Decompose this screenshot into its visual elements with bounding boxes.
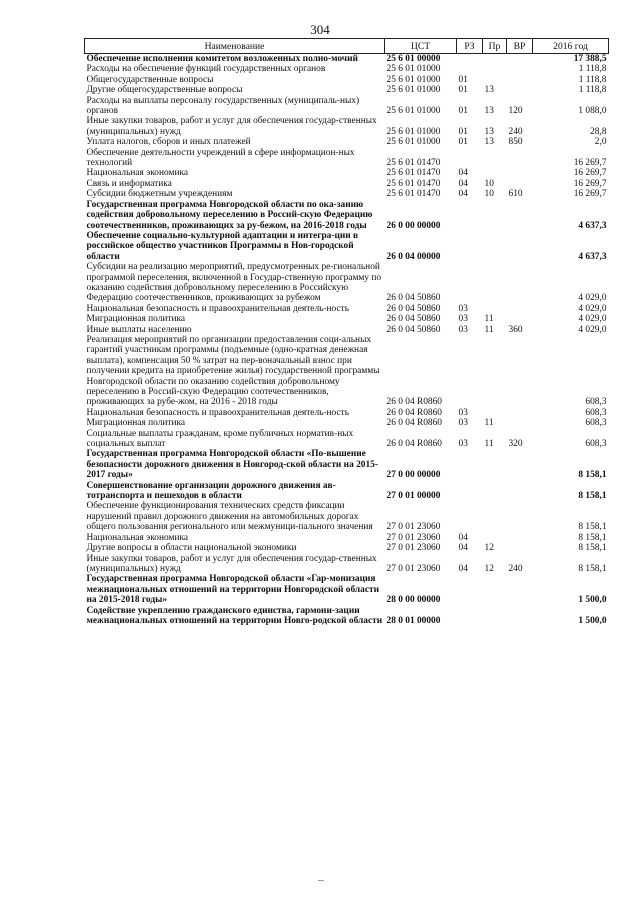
row-amount: 608,3	[585, 397, 607, 408]
table-row	[85, 148, 609, 169]
row-vr	[507, 449, 533, 480]
table-row	[85, 262, 609, 304]
row-amount: 8 158,1	[578, 470, 607, 481]
row-cst: 26 0 04 R0860	[386, 439, 442, 450]
row-cst: 25 6 01 01470	[386, 158, 441, 169]
table-row	[85, 325, 609, 335]
table-row	[85, 606, 609, 627]
row-vr	[507, 408, 533, 418]
row-pr: 11	[484, 314, 494, 325]
row-name: Государственная программа Новгородской области по ока-занию содействия добровольному переселению в Россий-скую Федерацию соотечественников, проживающих за ру-бежом, на 2016-2018 годы	[86, 199, 373, 231]
row-pr: 11	[484, 418, 494, 429]
row-amount: 1 118,8	[578, 85, 607, 96]
row-cst: 25 6 01 01000	[386, 74, 441, 85]
row-cst: 25 6 01 01470	[386, 178, 441, 189]
row-vr	[507, 418, 533, 428]
row-name: Другие общегосударственные вопросы	[86, 85, 243, 96]
row-vr	[507, 262, 533, 304]
row-name: Обеспечение исполнения комитетом возложенных полно-мочий	[86, 54, 358, 64]
row-rz: 04	[458, 563, 468, 574]
row-rz: 03	[458, 418, 468, 429]
table-header-row	[85, 39, 609, 54]
row-pr: 12	[484, 563, 494, 574]
row-name: Другие вопросы в области национальной экономики	[86, 543, 297, 554]
row-name: Государственная программа Новгородской области «По-вышение безопасности дорожного движения в Новгород-ской области на 2015-2017 годы»	[86, 449, 378, 481]
row-amount: 4 637,3	[578, 251, 607, 262]
row-amount: 8 158,1	[578, 522, 607, 533]
row-cst: 25 6 01 01000	[386, 64, 441, 75]
row-name: Иные закупки товаров, работ и услуг для обеспечения государ-ственных (муниципальных) нужд	[86, 116, 377, 137]
row-pr	[483, 64, 507, 74]
row-amount: 16 269,7	[573, 158, 607, 169]
row-pr	[483, 304, 507, 314]
row-amount: 16 269,7	[573, 168, 607, 179]
row-pr: 10	[484, 178, 494, 189]
column-header-vr: ВР	[507, 39, 533, 54]
table-row	[85, 533, 609, 543]
row-pr	[483, 75, 507, 85]
row-name: Совершенствование организации дорожного движения ав-тотранспорта и пешеходов в области	[86, 480, 336, 502]
row-amount: 4 029,0	[578, 324, 607, 335]
row-cst: 26 0 04 R0860	[386, 418, 442, 429]
row-amount: 17 388,5	[573, 54, 607, 64]
row-pr	[483, 606, 507, 627]
row-amount: 1 500,0	[578, 615, 607, 626]
row-name: Обеспечение функционирования технических средств фиксации нарушений правил дорожного движения на автомобильных дорогах общего пользования регионального или межмуници-пального значения	[86, 501, 373, 533]
row-amount: 16 269,7	[573, 189, 607, 200]
row-cst: 25 6 01 01470	[386, 168, 441, 179]
row-pr: 13	[484, 126, 494, 137]
row-vr	[507, 314, 533, 324]
row-vr	[507, 606, 533, 627]
table-row	[85, 418, 609, 428]
row-name: Национальная безопасность и правоохранительная деятель-ность	[86, 303, 350, 314]
row-cst: 27 0 01 23060	[386, 522, 441, 533]
row-rz: 04	[458, 532, 468, 543]
row-cst: 26 0 04 50860	[386, 314, 441, 325]
row-rz	[457, 481, 483, 502]
table-row	[85, 179, 609, 189]
row-pr: 13	[484, 85, 494, 96]
row-name: Государственная программа Новгородской области «Гар-монизация межнациональных отношений на территории Новгородской области на 2015-2018 годы»	[86, 574, 380, 606]
table-body	[85, 54, 609, 627]
row-cst: 25 6 01 01470	[386, 189, 441, 200]
row-pr: 11	[484, 439, 494, 450]
row-amount: 4 637,3	[578, 220, 607, 231]
row-name: Расходы на обеспечение функций государственных органов	[86, 64, 326, 75]
row-amount: 608,3	[585, 418, 607, 429]
table-row	[85, 231, 609, 262]
row-rz: 04	[458, 543, 468, 554]
row-name: Субсидии на реализацию мероприятий, предусмотренных ре-гиональной программой переселения, включенной в Государ-ственную программу по оказанию содействия добровольному переселению в Российскую Федерацию соотечественников, проживающих за рубежом	[86, 262, 382, 304]
row-vr	[507, 501, 533, 532]
row-vr: 240	[508, 563, 523, 574]
table-row	[85, 304, 609, 314]
table-row	[85, 481, 609, 502]
row-pr	[483, 200, 507, 231]
row-cst: 25 6 01 00000	[386, 54, 441, 64]
row-vr	[507, 54, 533, 65]
row-cst: 28 0 01 00000	[386, 615, 441, 626]
row-cst: 25 6 01 01000	[386, 106, 441, 117]
row-name: Реализация мероприятий по организации предоставления соци-альных гарантий участникам программы (подъемные (одно-кратная денежная выплата), компенсация 50 % затрат на пер-воначальный взнос при получении кредита на приобретение жилья) государственной программы Новгородской области по оказанию содействия добровольному переселению в Россий-скую Федерацию соотечественников, проживающих за рубе-жом, на 2016 - 2018 годы	[86, 334, 380, 408]
row-amount: 28,8	[590, 126, 607, 137]
row-pr: 12	[484, 543, 494, 554]
row-rz	[457, 54, 483, 65]
row-name: Иные закупки товаров, работ и услуг для обеспечения государ-ственных (муниципальных) нужд	[86, 553, 377, 574]
row-amount: 4 029,0	[578, 303, 607, 314]
row-pr	[483, 262, 507, 304]
row-cst: 27 0 01 23060	[386, 532, 441, 543]
row-pr	[483, 231, 507, 262]
row-pr	[483, 533, 507, 543]
row-cst: 28 0 00 00000	[386, 595, 441, 606]
row-name: Содействие укреплению гражданского единства, гармони-зации межнациональных отношений на территории Новго-родской области	[86, 605, 383, 626]
row-cst: 26 0 04 50860	[386, 324, 441, 335]
row-rz: 01	[458, 126, 468, 137]
row-rz: 04	[458, 189, 468, 200]
table-row	[85, 554, 609, 575]
row-rz: 01	[458, 137, 468, 148]
row-pr: 13	[484, 137, 494, 148]
column-header-name: Наименование	[85, 39, 385, 54]
row-cst: 25 6 01 01000	[386, 137, 441, 148]
row-vr	[507, 75, 533, 85]
row-rz	[457, 148, 483, 169]
row-vr	[507, 481, 533, 502]
row-pr	[483, 168, 507, 178]
row-rz: 04	[458, 168, 468, 179]
row-rz: 01	[458, 106, 468, 117]
row-rz	[457, 64, 483, 74]
row-pr	[483, 574, 507, 605]
row-vr: 850	[508, 137, 523, 148]
row-vr	[507, 543, 533, 553]
row-rz: 01	[458, 74, 468, 85]
row-cst: 26 0 04 50860	[386, 293, 441, 304]
row-cst: 27 0 01 23060	[386, 543, 441, 554]
row-rz	[457, 501, 483, 532]
table-row	[85, 543, 609, 553]
table-row	[85, 85, 609, 95]
row-rz	[457, 231, 483, 262]
row-name: Национальная экономика	[86, 532, 189, 543]
row-vr	[507, 85, 533, 95]
table-row	[85, 189, 609, 199]
row-rz	[457, 335, 483, 408]
row-name: Уплата налогов, сборов и иных платежей	[86, 137, 251, 148]
row-rz	[457, 449, 483, 480]
table-row	[85, 116, 609, 137]
row-cst: 26 0 04 50860	[386, 303, 441, 314]
row-name: Национальная экономика	[86, 168, 189, 179]
row-pr	[483, 335, 507, 408]
table-row	[85, 449, 609, 480]
row-amount: 2,0	[594, 137, 607, 148]
row-amount: 4 029,0	[578, 293, 607, 304]
row-vr	[507, 304, 533, 314]
column-header-rz: РЗ	[457, 39, 483, 54]
row-amount: 4 029,0	[578, 314, 607, 325]
row-rz	[457, 262, 483, 304]
row-rz: 03	[458, 439, 468, 450]
row-amount: 8 158,1	[578, 491, 607, 502]
row-cst: 26 0 04 00000	[386, 251, 441, 262]
row-vr	[507, 200, 533, 231]
row-rz: 03	[458, 303, 468, 314]
row-pr	[483, 449, 507, 480]
row-cst: 26 0 00 00000	[386, 220, 441, 231]
row-rz	[457, 606, 483, 627]
table-row	[85, 200, 609, 231]
row-cst: 25 6 01 01000	[386, 85, 441, 96]
row-vr	[507, 335, 533, 408]
row-amount: 1 118,8	[578, 64, 607, 75]
row-amount: 1 500,0	[578, 595, 607, 606]
row-pr: 11	[484, 324, 494, 335]
row-pr: 10	[484, 189, 494, 200]
row-pr	[483, 148, 507, 169]
table-row	[85, 574, 609, 605]
row-name: Иные выплаты населению	[86, 324, 192, 335]
row-vr: 240	[508, 126, 523, 137]
footer-mark	[318, 880, 324, 881]
row-vr	[507, 64, 533, 74]
row-vr	[507, 168, 533, 178]
table-row	[85, 429, 609, 450]
row-pr	[483, 501, 507, 532]
table-row	[85, 54, 609, 65]
row-pr	[483, 54, 507, 65]
row-name: Общегосударственные вопросы	[86, 74, 214, 85]
row-amount: 1 088,0	[578, 106, 607, 117]
row-name: Социальные выплаты гражданам, кроме публичных норматив-ных социальных выплат	[86, 428, 354, 450]
row-pr	[483, 408, 507, 418]
row-rz: 03	[458, 324, 468, 335]
column-header-cst: ЦСТ	[385, 39, 457, 54]
row-vr: 320	[508, 439, 523, 450]
row-amount: 1 118,8	[578, 74, 607, 85]
row-vr	[507, 574, 533, 605]
table-row	[85, 501, 609, 532]
row-rz: 01	[458, 85, 468, 96]
row-vr: 360	[508, 324, 523, 335]
row-name: Национальная безопасность и правоохранительная деятель-ность	[86, 407, 350, 418]
row-vr	[507, 148, 533, 169]
row-name: Миграционная политика	[86, 314, 186, 325]
table-row	[85, 64, 609, 74]
row-amount: 608,3	[585, 407, 607, 418]
row-pr: 13	[484, 106, 494, 117]
row-amount: 8 158,1	[578, 532, 607, 543]
row-vr	[507, 533, 533, 543]
row-vr: 610	[508, 189, 523, 200]
row-vr: 120	[508, 106, 523, 117]
row-name: Обеспечение деятельности учреждений в сфере информацион-ных технологий	[86, 147, 355, 169]
row-cst: 26 0 04 R0860	[386, 407, 442, 418]
page-number: 304	[310, 22, 330, 37]
row-amount: 608,3	[585, 439, 607, 450]
budget-table	[84, 38, 609, 626]
row-amount: 8 158,1	[578, 543, 607, 554]
row-name: Обеспечение социально-культурной адаптации и интегра-ции в российское общество участников Программы в Нов-городской области	[86, 230, 359, 262]
row-cst: 27 0 01 00000	[386, 491, 441, 502]
table-row	[85, 96, 609, 117]
table-row	[85, 137, 609, 147]
row-rz	[457, 574, 483, 605]
row-rz: 03	[458, 314, 468, 325]
row-rz: 03	[458, 407, 468, 418]
row-cst: 26 0 04 R0860	[386, 397, 442, 408]
row-cst: 27 0 01 23060	[386, 563, 441, 574]
table-row	[85, 75, 609, 85]
row-pr	[483, 481, 507, 502]
row-rz: 04	[458, 178, 468, 189]
row-name: Субсидии бюджетным учреждениям	[86, 189, 233, 200]
table-row	[85, 168, 609, 178]
row-rz	[457, 200, 483, 231]
column-header-pr: Пр	[483, 39, 507, 54]
row-vr	[507, 231, 533, 262]
table-row	[85, 335, 609, 408]
row-name: Миграционная политика	[86, 418, 186, 429]
row-name: Расходы на выплаты персоналу государственных (муниципаль-ных) органов	[86, 95, 360, 117]
table-row	[85, 314, 609, 324]
row-amount: 8 158,1	[578, 563, 607, 574]
row-cst: 27 0 00 00000	[386, 470, 441, 481]
row-vr	[507, 179, 533, 189]
row-cst: 25 6 01 01000	[386, 126, 441, 137]
table-row	[85, 408, 609, 418]
row-amount: 16 269,7	[573, 178, 607, 189]
column-header-year: 2016 год	[533, 39, 609, 54]
row-name: Связь и информатика	[86, 178, 172, 189]
